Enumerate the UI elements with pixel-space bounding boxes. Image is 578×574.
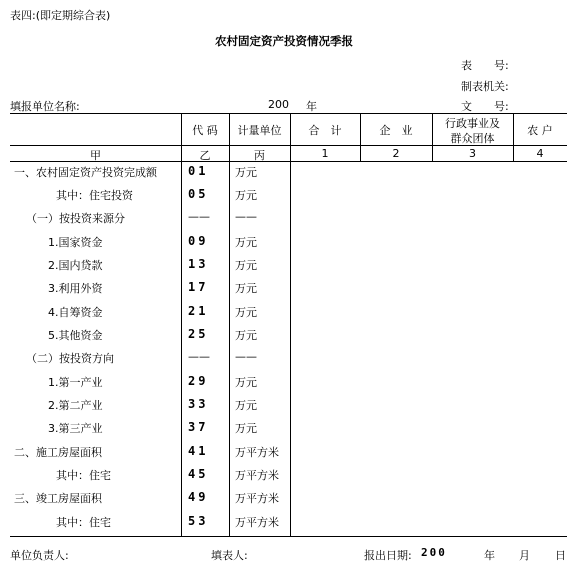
fill-unit-label: 填报单位名称:: [10, 100, 80, 113]
table-top-border: [10, 113, 567, 114]
col-divider-code: [181, 113, 182, 536]
row-label: 一、农村固定资产投资完成额: [14, 166, 157, 179]
header-unit: 计量单位: [237, 124, 282, 137]
year-prefix: 200: [268, 98, 289, 111]
row-label: 2.第二产业: [48, 399, 103, 412]
row-unit: 万元: [235, 259, 257, 272]
row-label: 4.自筹资金: [48, 306, 103, 319]
row-code: 05: [188, 187, 209, 201]
header-col1: 1: [321, 147, 329, 160]
footer-responsible-label: 单位负责人:: [10, 549, 69, 562]
row-label: （二）按投资方向: [26, 352, 114, 365]
row-label: 1.国家资金: [48, 236, 103, 249]
header-bing: 丙: [254, 149, 265, 162]
footer-day: 日: [555, 549, 566, 562]
header-col3: 3: [469, 147, 476, 160]
page-title: 农村固定资产投资情况季报: [215, 34, 353, 48]
header-jia: 甲: [90, 149, 101, 162]
row-unit: 万元: [235, 376, 257, 389]
row-label: 1.第一产业: [48, 376, 103, 389]
header-admin-line1: 行政事业及: [445, 117, 500, 130]
header-admin-line2: 群众团体: [450, 132, 495, 145]
table-number: 表四:(即定期综合表): [10, 9, 111, 22]
row-unit: 万元: [235, 422, 257, 435]
row-code: 17: [188, 280, 209, 294]
footer-report-year: 200: [421, 546, 447, 559]
table-bottom-border: [10, 536, 567, 537]
header-total: 合 计: [308, 124, 342, 137]
row-unit: 万元: [235, 306, 257, 319]
header-col2: 2: [392, 147, 400, 160]
row-unit: 万元: [235, 189, 257, 202]
row-unit: 万元: [235, 236, 257, 249]
header-farmer: 农 户: [527, 124, 553, 137]
row-unit: 万平方米: [235, 469, 279, 482]
row-unit: 万平方米: [235, 492, 279, 505]
row-code: 37: [188, 420, 209, 434]
row-unit: 万元: [235, 282, 257, 295]
row-label: 3.第三产业: [48, 422, 103, 435]
footer-report-date-label: 报出日期:: [364, 549, 412, 562]
row-code: 45: [188, 467, 209, 481]
row-unit: 万元: [235, 166, 257, 179]
meta-document-number-label: 文 号:: [461, 100, 509, 113]
row-label: 三、竣工房屋面积: [14, 492, 102, 505]
header-code: 代 码: [192, 124, 218, 137]
row-code: 21: [188, 304, 209, 318]
row-code: 53: [188, 514, 209, 528]
meta-issuing-authority-label: 制表机关:: [461, 80, 509, 93]
col-divider-total: [290, 113, 291, 536]
row-code: 09: [188, 234, 209, 248]
row-unit: 万元: [235, 399, 257, 412]
row-unit: ——: [235, 210, 257, 223]
row-unit: ——: [235, 350, 257, 363]
row-unit: 万平方米: [235, 446, 279, 459]
row-code: 13: [188, 257, 209, 271]
row-label: 2.国内贷款: [48, 259, 103, 272]
row-label: 其中：住宅: [56, 516, 111, 529]
row-label: 3.利用外资: [48, 282, 103, 295]
row-label: 二、施工房屋面积: [14, 446, 102, 459]
header-col4: 4: [536, 147, 544, 160]
footer-month: 月: [519, 549, 530, 562]
row-unit: 万元: [235, 329, 257, 342]
header-yi: 乙: [199, 149, 211, 162]
footer-year: 年: [484, 549, 495, 562]
row-code: ——: [188, 350, 210, 363]
row-label: （一）按投资来源分: [26, 212, 125, 225]
row-code: 25: [188, 327, 209, 341]
year-suffix: 年: [306, 100, 317, 113]
row-code: 49: [188, 490, 209, 504]
row-label: 5.其他资金: [48, 329, 103, 342]
meta-table-number-label: 表 号:: [461, 59, 509, 72]
row-label: 其中：住宅: [56, 469, 111, 482]
row-code: 41: [188, 444, 209, 458]
footer-filler-label: 填表人:: [211, 549, 248, 562]
header-enterprise: 企 业: [379, 124, 413, 137]
row-label: 其中：住宅投资: [56, 189, 133, 202]
row-code: 01: [188, 164, 209, 178]
row-code: 33: [188, 397, 209, 411]
row-code: 29: [188, 374, 209, 388]
row-unit: 万平方米: [235, 516, 279, 529]
col-divider-unit: [229, 113, 230, 536]
row-code: ——: [188, 210, 210, 223]
